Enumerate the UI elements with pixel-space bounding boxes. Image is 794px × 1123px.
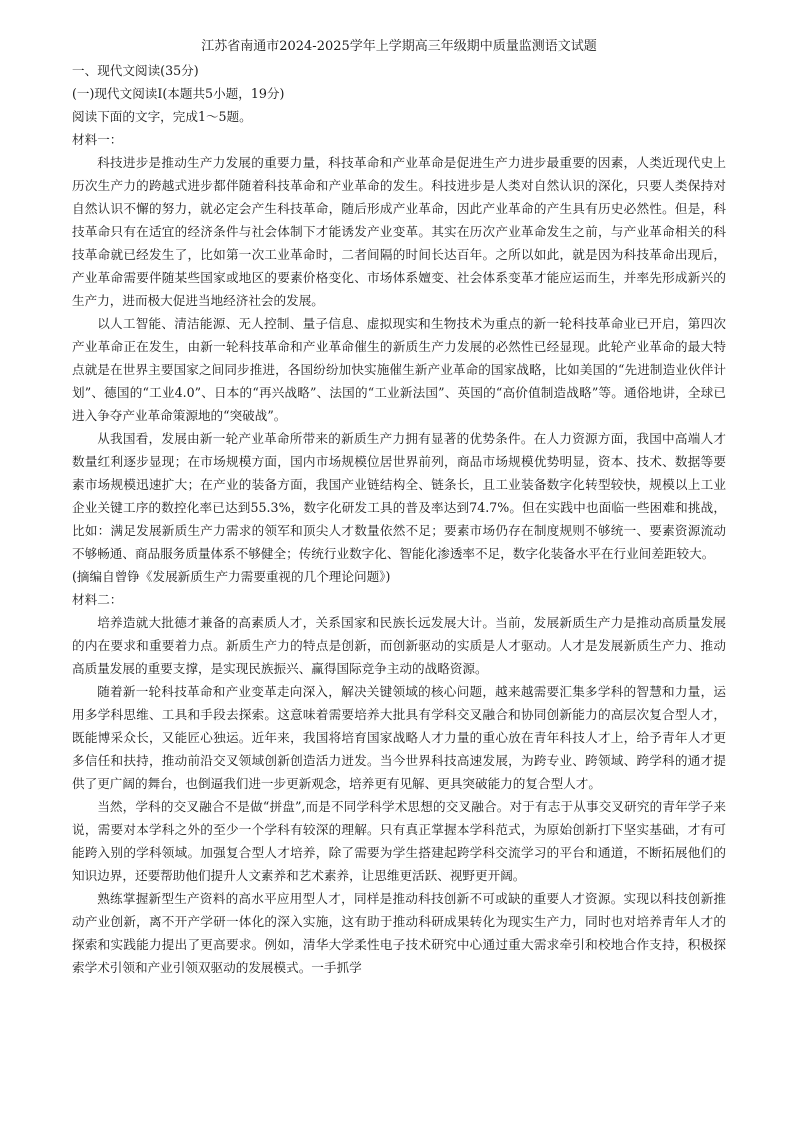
material-one-paragraph: 以人工智能、清洁能源、无人控制、量子信息、虚拟现实和生物技术为重点的新一轮科技革命业已开启，第四次产业革命正在发生，由新一轮科技革命和产业革命催生的新质生产力发展的必然性已经显现。此轮产业革命的最大特点就是在世界主要国家之间同步推进，各国纷纷加快实施催生新产业革命的国家战略，比如美国的“先进制造业伙伴计划”、德国的“工业4.0”、日本的“再兴战略”、法国的“工业新法国”、英国的“高价值制造战略”等。通俗地讲，全球已进入争夺产业革命策源地的“突破战”。 [72,316,726,423]
material-one-paragraph: 科技进步是推动生产力发展的重要力量，科技革命和产业革命是促进生产力进步最重要的因素，人类近现代史上历次生产力的跨越式进步都伴随着科技革命和产业革命的发生。科技进步是人类对自然认识的深化，只要人类保持对自然认识不懈的努力，就必定会产生科技革命，随后形成产业革命，因此产业革命的产生具有历史必然性。但是，科技革命只有在适宜的经济条件与社会体制下才能诱发产业变革。其实在历次产业革命发生之前，与产业革命相关的科技革命就已经发生了，比如第一次工业革命时，二者间隔的时间长达百年。之所以如此，就是因为科技革命出现后，产业革命需要伴随某些国家或地区的要素价格变化、市场体系嬗变、社会体系变革才能应运而生，并率先形成新兴的生产力，进而极大促进当地经济社会的发展。 [72,155,726,308]
material-one-paragraph: 从我国看，发展由新一轮产业革命所带来的新质生产力拥有显著的优势条件。在人力资源方面，我国中高端人才数量红利逐步显现；在市场规模方面，国内市场规模位居世界前列，商品市场规模优势明显，资本、技术、数据等要素市场规模迅速扩大；在产业的装备方面，我国产业链结构全、链条长，且工业装备数字化转型较快，规模以上工业企业关键工序的数控化率已达到55.3%，数字化研发工具的普及率达到74.7%。但在实践中也面临一些困难和挑战，比如：满足发展新质生产力需求的领军和顶尖人才数量依然不足；要素市场仍存在制度规则不够统一、要素资源流动不够畅通、商品服务质量体系不够健全；传统行业数字化、智能化渗透率不足，数字化装备水平在行业间差距较大。 [72,431,726,561]
reading-instruction: 阅读下面的文字，完成1～5题。 [72,109,252,124]
material-two-paragraph: 培养造就大批德才兼备的高素质人才，关系国家和民族长远发展大计。当前，发展新质生产力是推动高质量发展的内在要求和重要着力点。新质生产力的特点是创新，而创新驱动的实质是人才驱动。人才是发展新质生产力、推动高质量发展的重要支撑，是实现民族振兴、赢得国际竞争主动的战略资源。 [72,615,726,676]
subsection-heading: (一)现代文阅读Ⅰ(本题共5小题，19分) [72,86,285,101]
material-two-label: 材料二： [72,592,123,607]
material-two-paragraph: 当然，学科的交叉融合不是做“拼盘”,而是不同学科学术思想的交叉融合。对于有志于从事交叉研究的青年学子来说，需要对本学科之外的至少一个学科有较深的理解。只有真正掌握本学科范式，为原始创新打下坚实基础，才有可能跨入别的学科领域。加强复合型人才培养，除了需要为学生搭建起跨学科交流学习的平台和通道，不断拓展他们的知识边界，还要帮助他们提升人文素养和艺术素养，让思维更活跃、视野更开阔。 [72,799,726,883]
material-one-label: 材料一： [72,132,123,147]
material-two-paragraph: 随着新一轮科技革命和产业变革走向深入，解决关键领域的核心问题，越来越需要汇集多学科的智慧和力量，运用多学科思维、工具和手段去探索。这意味着需要培养大批具有学科交叉融合和协同创新能力的高层次复合型人才，既能博采众长，又能匠心独运。近年来，我国将培育国家战略人才力量的重心放在青年科技人才上，给予青年人才更多信任和扶持，推动前沿交叉领域创新创造活力迸发。当今世界科技高速发展，为跨专业、跨领域、跨学科的通才提供了更广阔的舞台，也倒逼我们进一步更新观念，培养更有见解、更具突破能力的复合型人才。 [72,684,726,791]
source-note: (摘编自曾铮《发展新质生产力需要重视的几个理论问题》) [72,569,391,584]
section-heading: 一、现代文阅读(35分) [72,63,199,78]
exam-title: 江苏省南通市2024-2025学年上学期高三年级期中质量监测语文试题 [201,39,597,54]
exam-page [72,36,726,979]
material-two-paragraph: 熟练掌握新型生产资料的高水平应用型人才，同样是推动科技创新不可或缺的重要人才资源。实现以科技创新推动产业创新，离不开产学研一体化的深入实施，这有助于推动科研成果转化为现实生产力，同时也对培养青年人才的探索和实践能力提出了更高要求。例如，清华大学柔性电子技术研究中心通过重大需求牵引和校地合作支持，积极探索学术引领和产业引领双驱动的发展模式。一手抓学 [72,891,726,975]
